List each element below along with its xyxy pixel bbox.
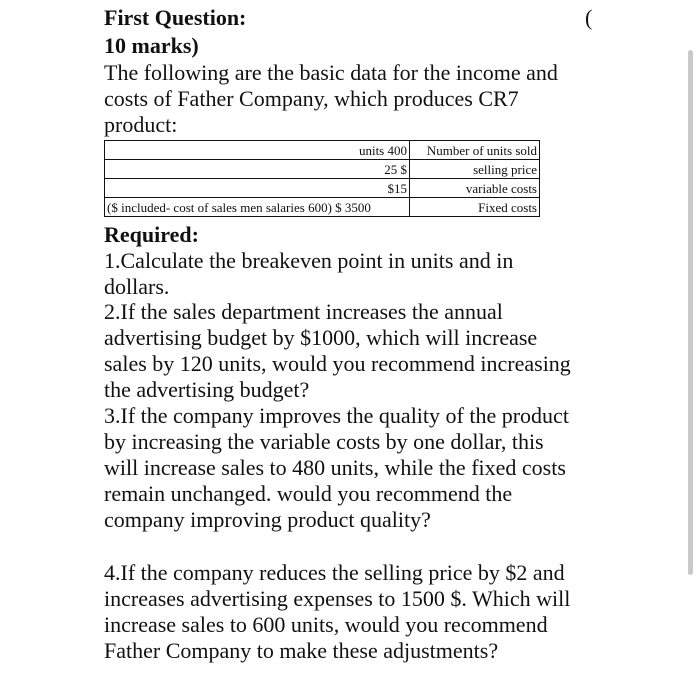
table-row bbox=[105, 198, 540, 217]
question-line: will increase sales to 480 units, while the fixed costs bbox=[104, 455, 566, 480]
table-value-cell: $15 bbox=[105, 179, 410, 198]
question-line: advertising budget by $1000, which will increase bbox=[104, 325, 538, 350]
question-line: increases advertising expenses to 1500 $. Which will bbox=[104, 586, 571, 611]
question-line: 4.If the company reduces the selling price by $2 and bbox=[104, 560, 565, 585]
question-4 bbox=[104, 560, 570, 664]
table-row bbox=[105, 179, 540, 198]
table-label-cell: Number of units sold bbox=[410, 141, 540, 160]
question-1 bbox=[104, 248, 513, 300]
question-line: the advertising budget? bbox=[104, 377, 310, 402]
question-line: remain unchanged. would you recommend the bbox=[104, 481, 513, 506]
question-line: dollars. bbox=[104, 274, 170, 299]
question-line: 1.Calculate the breakeven point in units and in bbox=[104, 248, 514, 273]
vertical-scrollbar[interactable] bbox=[688, 50, 693, 575]
question-2 bbox=[104, 299, 571, 403]
question-heading: First Question: bbox=[104, 5, 247, 30]
data-table bbox=[104, 140, 540, 217]
question-line: by increasing the variable costs by one dollar, this bbox=[104, 429, 544, 454]
intro-line: The following are the basic data for the income and bbox=[104, 60, 558, 85]
question-line: increase sales to 600 units, would you recommend bbox=[104, 612, 548, 637]
table-value-cell: ($ included- cost of sales men salaries 600) $ 3500 bbox=[105, 198, 410, 217]
required-heading: Required: bbox=[104, 222, 199, 247]
table-row bbox=[105, 160, 540, 179]
table-label-cell: variable costs bbox=[410, 179, 540, 198]
table-row bbox=[105, 141, 540, 160]
open-parenthesis: ( bbox=[585, 5, 593, 30]
marks-label: 10 marks) bbox=[104, 33, 199, 58]
question-3 bbox=[104, 403, 569, 533]
question-line: 2.If the sales department increases the annual bbox=[104, 299, 503, 324]
table-value-cell: 25 $ bbox=[105, 160, 410, 179]
table-value-cell: units 400 bbox=[105, 141, 410, 160]
question-line: sales by 120 units, would you recommend increasing bbox=[104, 351, 571, 376]
intro-line: costs of Father Company, which produces CR7 bbox=[104, 86, 519, 111]
table-label-cell: Fixed costs bbox=[410, 198, 540, 217]
question-line: company improving product quality? bbox=[104, 507, 431, 532]
intro-line: product: bbox=[104, 112, 178, 137]
intro-paragraph bbox=[104, 60, 604, 138]
table-label-cell: selling price bbox=[410, 160, 540, 179]
question-line: 3.If the company improves the quality of the product bbox=[104, 403, 569, 428]
question-line: Father Company to make these adjustments? bbox=[104, 638, 499, 663]
